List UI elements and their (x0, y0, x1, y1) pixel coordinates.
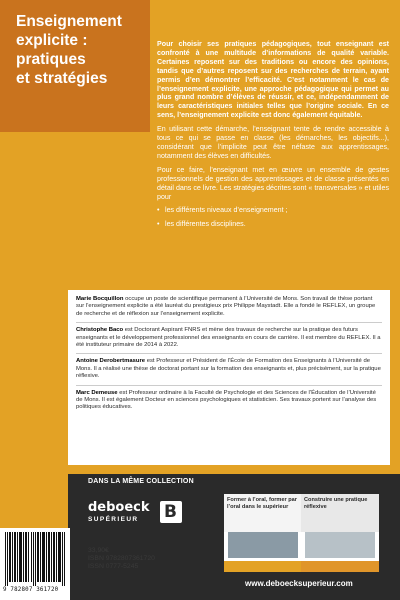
divider (76, 322, 382, 323)
divider (76, 385, 382, 386)
author-description: est Doctorant Aspirant FNRS et mène des travaux de recherche sur la pratique des futurs enseignants et le développement professionnel des enseignants en cours de carrière. Il est membre du REFLEX. Il a été instituteur primaire de 2014 à 2022. (76, 327, 381, 349)
title-line: et stratégies (16, 70, 108, 87)
isbn: ISBN 9782807361720 (88, 555, 155, 563)
book-cover-image (228, 532, 298, 558)
collection-label: DANS LA MÊME COLLECTION (88, 478, 194, 485)
intro-paragraph: Pour choisir ses pratiques pédagogiques, tout enseignant est confronté à une multitude d’informations de qualité variable. Certaines reposent sur des traditions ou encore des opinions, tandis que d’autres reposent sur des recherches de terrain, ayant permis d’en démontrer l’efficacité. C’est notamment le cas de l’enseignement explicite, une approche pédagogique qui permet au plus grand nombre d’élèves de réussir, et ce, indépendamment de leurs caractéristiques initiales telles que l’origine sociale. En ce sens, l’enseignement explicite est donc également équitable. (157, 40, 389, 120)
book-cover-header (224, 494, 302, 532)
list-item: • les différents niveaux d’enseignement ; (157, 206, 389, 215)
book-cover-header (301, 494, 379, 532)
author-description: occupe un poste de scientifique permanent à l’Université de Mons. Son travail de thèse portant sur l’enseignement explicite a été lauréat du prestigieux prix Philippe Maystadt. Elle a fondé le REFLEX, un groupe de recherche et de réflexion sur l’enseignement explicite. (76, 296, 376, 317)
divider (76, 353, 382, 354)
author-bio (76, 390, 382, 412)
intro-text (157, 40, 389, 234)
title-line: explicite : (16, 32, 88, 49)
issn: ISSN 0777-5245 (88, 563, 139, 571)
related-book-title: Construire une pratique réflexive (304, 497, 368, 510)
book-title (16, 12, 146, 88)
author-name: Marc Demeuse (76, 389, 118, 396)
related-book-cover (224, 494, 302, 572)
author-name: Christophe Baco (76, 327, 124, 334)
book-cover-bar (224, 561, 302, 572)
logo-mark-icon (160, 501, 182, 523)
author-bio (76, 358, 382, 380)
title-box (0, 0, 150, 132)
author-bio (76, 327, 382, 349)
logo-wordmark: deboeck (88, 500, 150, 515)
price-info (88, 547, 155, 571)
book-cover-bar (301, 561, 379, 572)
logo-subtitle: SUPÉRIEUR (88, 516, 139, 523)
intro-list (157, 206, 389, 229)
author-name: Marie Bocquillon (76, 296, 124, 302)
author-description: est Professeur et Président de l’École de Formation des Enseignants à l’Université de Mons. Il a réalisé une thèse de doctorat portant sur la formation des enseignants et, plus précisément, sur la pratique réflexive. (76, 358, 381, 380)
price: 33,90€ (88, 547, 109, 554)
author-bio (76, 296, 382, 318)
title-line: pratiques (16, 51, 86, 68)
barcode-icon (4, 532, 66, 586)
book-cover-image (305, 532, 375, 558)
barcode-number: 9 782807 361720 (3, 587, 59, 593)
publisher-website: www.deboecksuperieur.com (245, 579, 353, 588)
related-book-cover (301, 494, 379, 572)
author-name: Antoine Derobertmasure (76, 358, 146, 365)
author-description: est Professeur ordinaire à la Faculté de Psychologie et des Sciences de l’Éducation de l’Université de Mons. Il est également Docteur en sciences psychologiques et statisticien. Ses travaux portent sur l’analyse des politiques éducatives. (76, 389, 377, 411)
authors-panel (68, 290, 390, 465)
intro-paragraph: Pour ce faire, l’enseignant met en œuvre un ensemble de gestes professionnels de gestion des apprentissages et de classe présentés en détail dans ce livre. Les stratégies décrites sont « transversales » et utiles pour (157, 165, 389, 201)
barcode (0, 528, 70, 600)
intro-paragraph: En utilisant cette démarche, l’enseignant tente de rendre accessible à tous ce qui se passe en classe (les démarches, les objectifs...), considérant que l’implicite peut être néfaste aux apprentissages, notamment des élèves en difficultés. (157, 125, 389, 160)
list-item: • les différentes disciplines. (157, 220, 389, 229)
title-line: Enseignement (16, 13, 122, 30)
related-book-title: Former à l’oral, former par l’oral dans le supérieur (227, 497, 297, 510)
publisher-logo (88, 500, 188, 530)
